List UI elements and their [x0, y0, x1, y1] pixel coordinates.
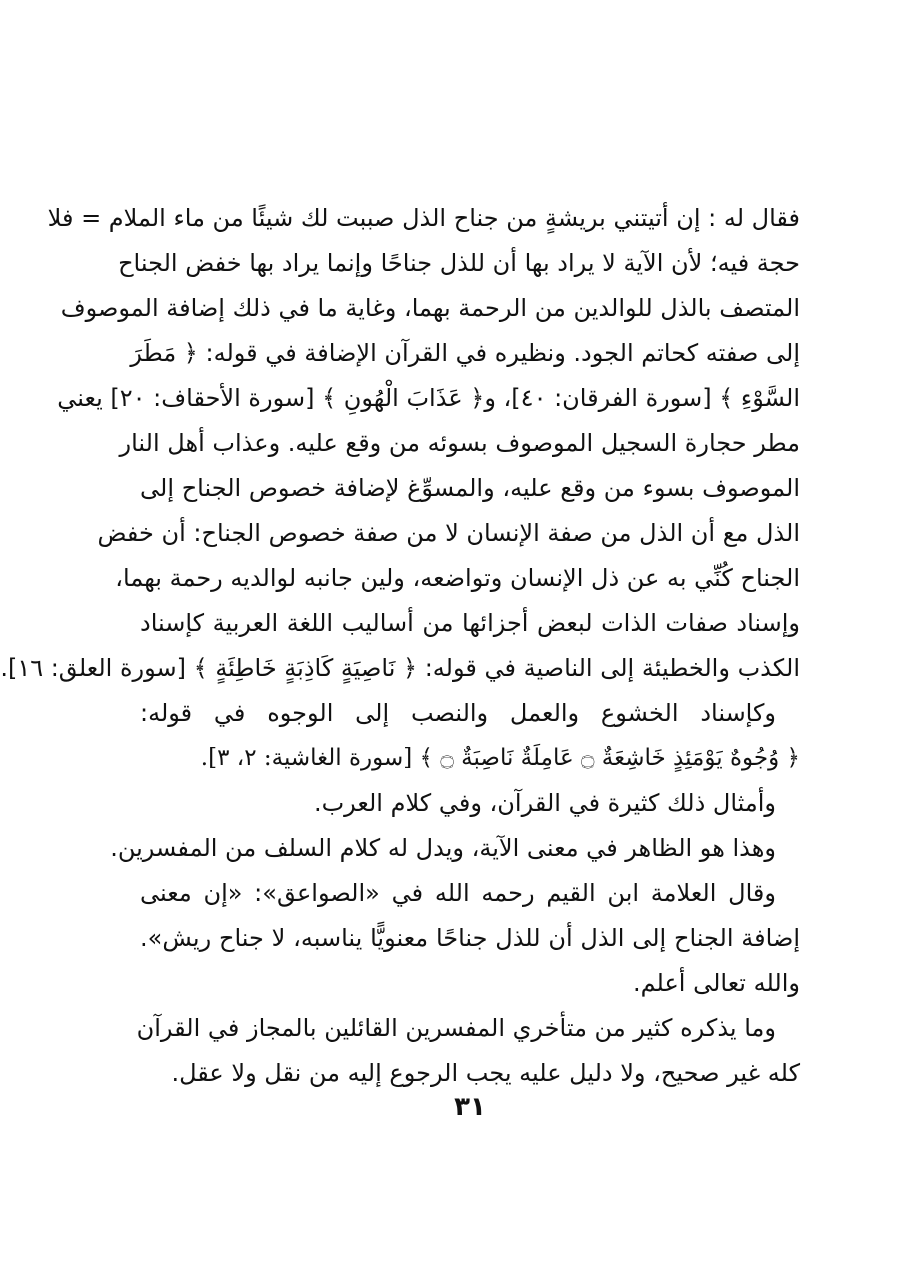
quran-verse-line: ﴿ وُجُوهٌ يَوْمَئِذٍ خَاشِعَةٌ ۝ عَامِلَةٌ نَاصِبَةٌ ۝ ﴾ [سورة الغاشية: ٢، ٣]. [200, 745, 800, 771]
text-line: وما يذكره كثير من متأخري المفسرين القائلين بالمجاز في القرآن [136, 1014, 776, 1042]
text-line: وهذا هو الظاهر في معنى الآية، ويدل له كلام السلف من المفسرين. [110, 834, 776, 862]
text-line: وقال العلامة ابن القيم رحمه الله في «الصواعق»: «إن معنى [140, 879, 776, 907]
text-line: وأمثال ذلك كثيرة في القرآن، وفي كلام العرب. [313, 789, 776, 817]
text-line: الذل مع أن الذل من صفة الإنسان لا من صفة خصوص الجناح: أن خفض [97, 519, 800, 547]
text-line: المتصف بالذل للوالدين من الرحمة بهما، وغاية ما في ذلك إضافة الموصوف [60, 294, 800, 322]
text-line: كله غير صحيح، ولا دليل عليه يجب الرجوع إليه من نقل ولا عقل. [171, 1059, 800, 1087]
text-line: فقال له : إن أتيتني بريشةٍ من جناح الذل صببت لك شيئًا من ماء الملام = فلا [47, 204, 800, 232]
text-line: السَّوْءِ ﴾ [سورة الفرقان: ٤٠]، و﴿ عَذَابَ الْهُونِ ﴾ [سورة الأحقاف: ٢٠] يعني [57, 384, 800, 412]
text-line: مطر حجارة السجيل الموصوف بسوئه من وقع عليه. وعذاب أهل النار [119, 429, 800, 457]
page-body [0, 196, 800, 1096]
text-line: الموصوف بسوء من وقع عليه، والمسوِّغ لإضافة خصوص الجناح إلى [140, 474, 800, 502]
text-line: الجناح كُنِّي به عن ذل الإنسان وتواضعه، ولين جانبه لوالديه رحمة بهما، [115, 564, 800, 592]
text-line: إلى صفته كحاتم الجود. ونظيره في القرآن الإضافة في قوله: ﴿ مَطَرَ [130, 339, 800, 367]
text-line: حجة فيه؛ لأن الآية لا يراد بها أن للذل جناحًا وإنما يراد بها خفض الجناح [118, 249, 800, 277]
text-line: وكإسناد الخشوع والعمل والنصب إلى الوجوه في قوله: [140, 699, 776, 727]
text-line: الكذب والخطيئة إلى الناصية في قوله: ﴿ نَاصِيَةٍ كَاذِبَةٍ خَاطِئَةٍ ﴾ [سورة العلق: ١٦]. [0, 654, 800, 682]
text-line: إضافة الجناح إلى الذل أن للذل جناحًا معنويًّا يناسبه، لا جناح ريش». [140, 924, 800, 952]
text-line: والله تعالى أعلم. [632, 969, 800, 997]
page-number: ٣١ [454, 1092, 486, 1122]
text-line: وإسناد صفات الذات لبعض أجزائها من أساليب اللغة العربية كإسناد [140, 609, 800, 637]
